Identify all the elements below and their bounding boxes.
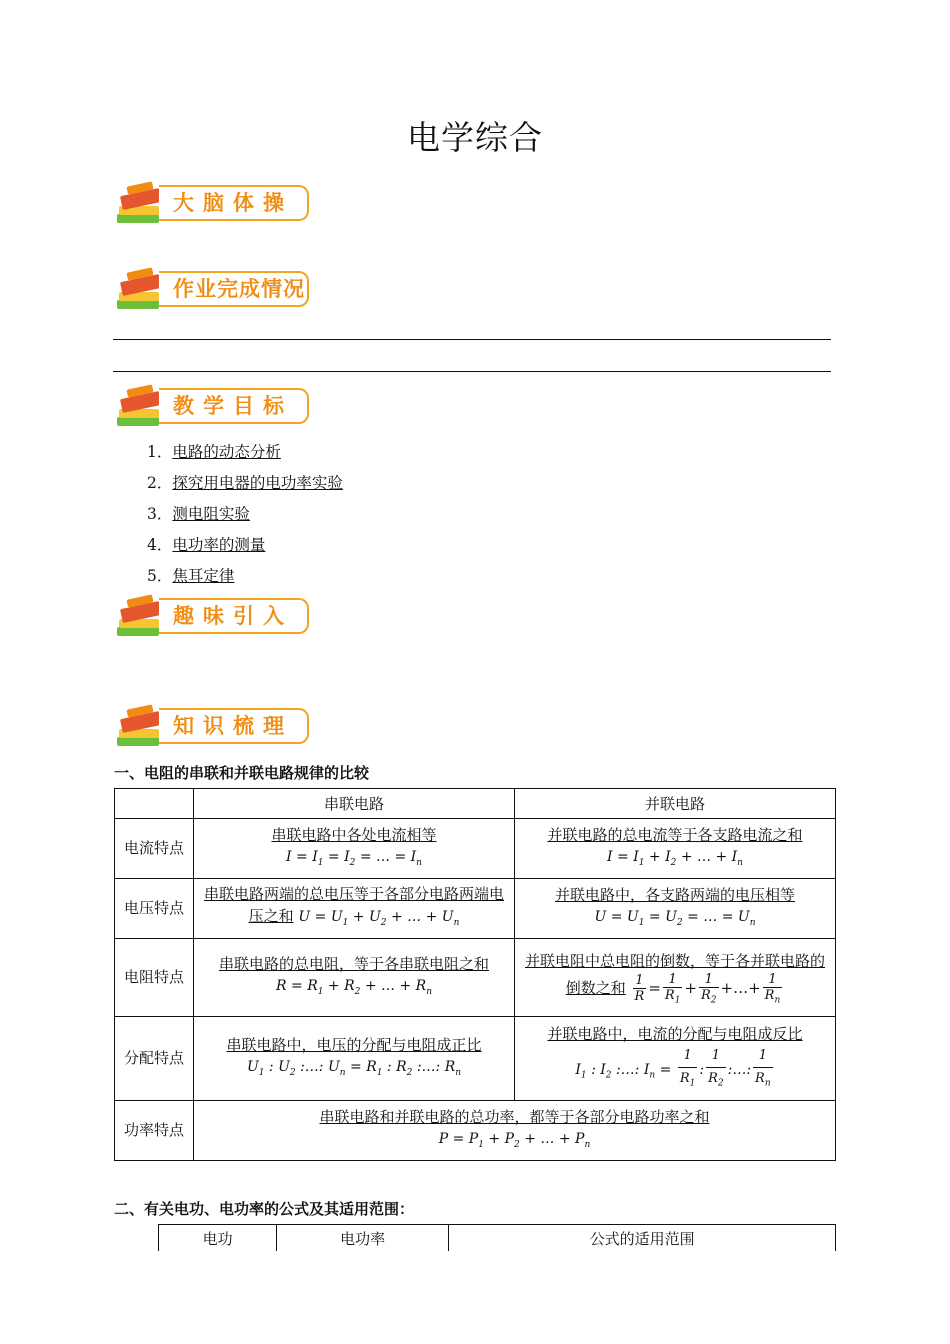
- table-row: [159, 1225, 836, 1252]
- row-header: 分配特点: [115, 1017, 194, 1101]
- section-label: 大脑体操: [173, 191, 293, 215]
- table-row: 分配特点 串联电路中，电压的分配与电阻成正比 $U_1$ : $U_2$ :…: $U_n = R_1$ : $R_2$ :…: $R_n$ 并联电路中，电流的分配与电阻成反比 $I_1$ : $I_2$ :…: $I_n$ = $\frac{1}{R_1}$ : $\frac{1}{R_2}$ :…: $\frac{1}{R_n}$: [115, 1017, 836, 1101]
- list-item: 5．焦耳定律: [147, 567, 235, 585]
- section-badge-intro: [113, 593, 313, 643]
- power-formula-table: [158, 1224, 836, 1251]
- table-row: [115, 789, 836, 819]
- column-header: 电功: [159, 1225, 277, 1252]
- table-row: 电流特点 串联电路中各处电流相等 $I = I_1 = I_2$ = … = $I_n$ 并联电路的总电流等于各支路电流之和 $I = I_1 + I_2$ + … + $I_n$: [115, 819, 836, 879]
- column-header: 串联电路: [194, 789, 515, 819]
- list-item: 2．探究用电器的电功率实验: [147, 474, 343, 492]
- section-badge-knowledge: [113, 703, 313, 753]
- column-header: 并联电路: [515, 789, 836, 819]
- formula: $I = I_1 + I_2$ + … + $I_n$: [607, 848, 743, 868]
- section-label: 作业完成情况: [173, 277, 305, 301]
- heading-series-parallel: 一、电阻的串联和并联电路规律的比较: [114, 764, 370, 782]
- row-header: 电压特点: [115, 879, 194, 939]
- column-header: 电功率: [277, 1225, 449, 1252]
- page-title: 电学综合: [407, 118, 543, 157]
- formula: $I_1$ : $I_2$ :…: $I_n$ = $\frac{1}{R_1}$ : $\frac{1}{R_2}$ :…: $\frac{1}{R_n}$: [519, 1045, 831, 1095]
- list-item: 3．测电阻实验: [147, 505, 250, 523]
- answer-line: [113, 371, 831, 372]
- section-label: 教学目标: [173, 394, 293, 418]
- formula: $U_1$ : $U_2$ :…: $U_n = R_1$ : $R_2$ :…: $R_n$: [246, 1058, 462, 1078]
- table-row: 电阻特点 串联电路的总电阻，等于各串联电阻之和 $R = R_1 + R_2$ + … + $R_n$ 并联电阻中总电阻的倒数，等于各并联电路的倒数之和 $\frac{1}{R}$ = $\frac{1}{R_1}$ + $\frac{1}{R_2}$ +…+ $\frac{1}{R_n}$: [115, 939, 836, 1017]
- formula: $P = P_1 + P_2$ + … + $P_n$: [438, 1130, 591, 1150]
- comparison-table: [114, 788, 836, 1161]
- section-badge-homework: [113, 266, 313, 316]
- goals-list: [147, 440, 343, 595]
- section-label: 趣味引入: [173, 604, 293, 628]
- table-row: 电压特点 串联电路两端的总电压等于各部分电路两端电压之和 $U = U_1 + U_2$ + … + $U_n$ 并联电路中，各支路两端的电压相等 $U = U_1 = U_2$ = … = $U_n$: [115, 879, 836, 939]
- table-row: 功率特点 串联电路和并联电路的总功率，都等于各部分电路功率之和 $P = P_1 + P_2$ + … + $P_n$: [115, 1101, 836, 1161]
- formula: $U = U_1 = U_2$ = … = $U_n$: [594, 908, 756, 928]
- section-badge-teaching-goals: [113, 383, 313, 433]
- formula: $R = R_1 + R_2$ + … + $R_n$: [276, 977, 432, 997]
- row-header: 电流特点: [115, 819, 194, 879]
- section-label: 知识梳理: [173, 714, 293, 738]
- row-header: 电阻特点: [115, 939, 194, 1017]
- row-header: 功率特点: [115, 1101, 194, 1161]
- list-item: 1．电路的动态分析: [147, 443, 281, 461]
- formula: $U = U_1 + U_2$ + … + $U_n$: [298, 909, 460, 928]
- column-header: 公式的适用范围: [449, 1225, 836, 1252]
- formula: $\frac{1}{R}$ = $\frac{1}{R_1}$ + $\frac{1}{R_2}$ +…+ $\frac{1}{R_n}$: [634, 971, 781, 1006]
- answer-line: [113, 339, 831, 340]
- list-item: 4．电功率的测量: [147, 536, 266, 554]
- section-badge-brain-exercise: [113, 180, 313, 230]
- heading-power-formulas: 二、有关电功、电功率的公式及其适用范围：: [114, 1200, 415, 1218]
- formula: $I = I_1 = I_2$ = … = $I_n$: [286, 848, 422, 868]
